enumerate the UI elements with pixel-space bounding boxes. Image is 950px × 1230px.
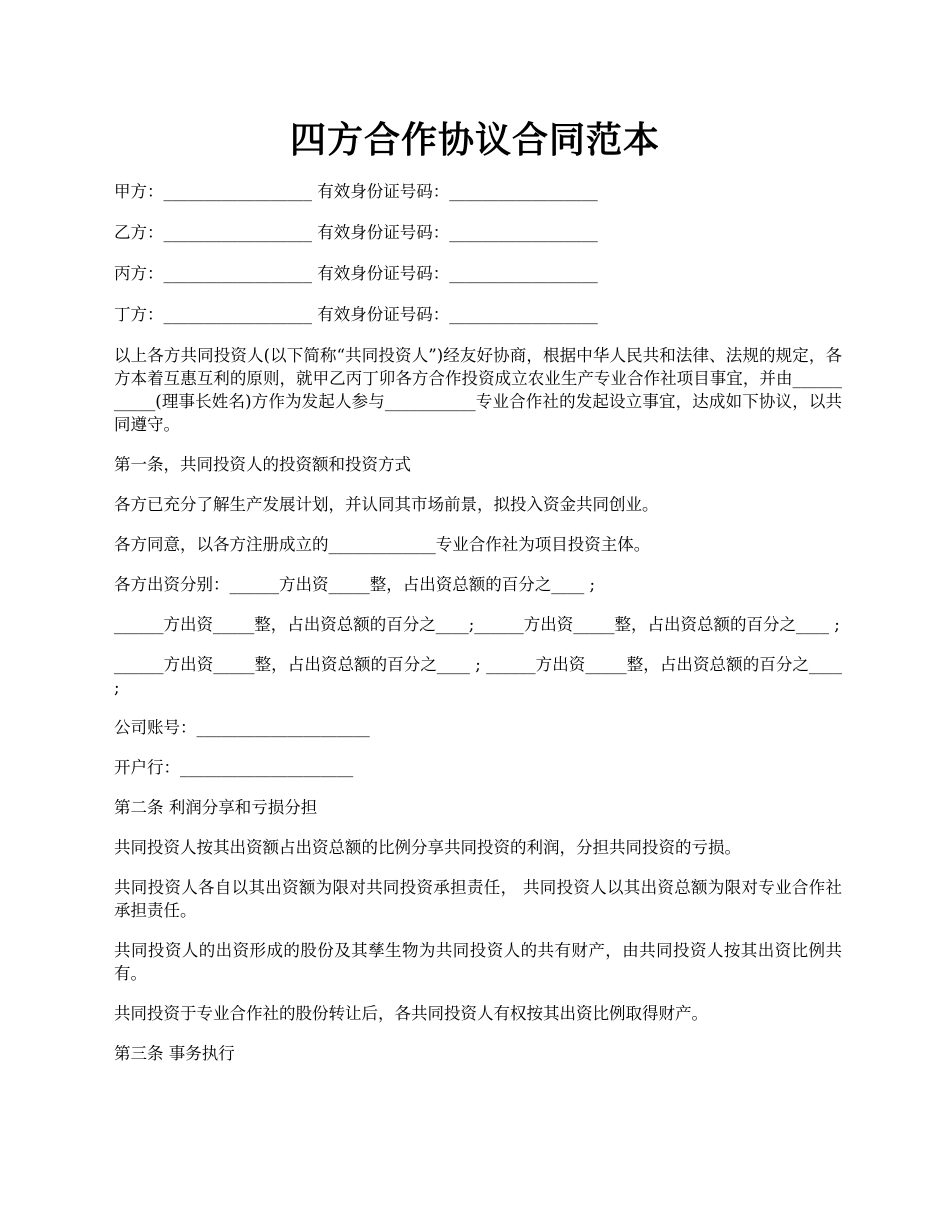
article-1-heading: 第一条，共同投资人的投资额和投资方式	[114, 455, 411, 474]
contribution-line: ______方出资_____整，占出资总额的百分之____;______方出资_____整，占出资总额的百分之____ ;	[114, 615, 840, 634]
company-account-line: 公司账号：_____________________	[114, 718, 370, 737]
document-title: 四方合作协议合同范本	[289, 119, 660, 161]
paragraph: 各方同意，以各方注册成立的_____________专业合作社为项目投资主体。	[114, 535, 651, 554]
party-yi-line: 乙方：__________________ 有效身份证号码：__________________	[114, 223, 598, 242]
contribution-line: 各方出资分别：______方出资_____整，占出资总额的百分之____ ;	[114, 575, 596, 594]
preamble-paragraph: 以上各方共同投资人(以下简称“共同投资人”)经友好协商，根据中华人民共和法律、法规的规定，各方本着互惠互利的原则，就甲乙丙丁卯各方合作投资成立农业生产专业合作社项目事宜，并由___________(理事长姓名)方作为发起人参与___________专业合作社的发起设立事宜，达成如下协议，以共同遵守。	[114, 346, 842, 434]
party-jia-line: 甲方：__________________ 有效身份证号码：__________________	[114, 182, 598, 201]
party-bing-line: 丙方：__________________ 有效身份证号码：__________________	[114, 264, 598, 283]
document-body	[114, 180, 842, 1082]
paragraph: 各方已充分了解生产发展计划，并认同其市场前景，拟投入资金共同创业。	[114, 495, 659, 514]
paragraph: 共同投资于专业合作社的股份转让后，各共同投资人有权按其出资比例取得财产。	[114, 1004, 708, 1023]
contribution-line: ______方出资_____整，占出资总额的百分之____ ; ______方出资_____整，占出资总额的百分之____ ;	[114, 655, 842, 697]
article-3-heading: 第三条 事务执行	[114, 1044, 235, 1063]
paragraph: 共同投资人按其出资额占出资总额的比例分享共同投资的利润，分担共同投资的亏损。	[114, 838, 741, 857]
paragraph: 共同投资人的出资形成的股份及其孳生物为共同投资人的共有财产，由共同投资人按其出资比例共有。	[114, 941, 842, 983]
party-ding-line: 丁方：__________________ 有效身份证号码：__________________	[114, 305, 598, 324]
article-2-heading: 第二条 利润分享和亏损分担	[114, 798, 318, 817]
bank-line: 开户行：_____________________	[114, 758, 354, 777]
paragraph: 共同投资人各自以其出资额为限对共同投资承担责任， 共同投资人以其出资总额为限对专业合作社承担责任。	[114, 878, 842, 920]
